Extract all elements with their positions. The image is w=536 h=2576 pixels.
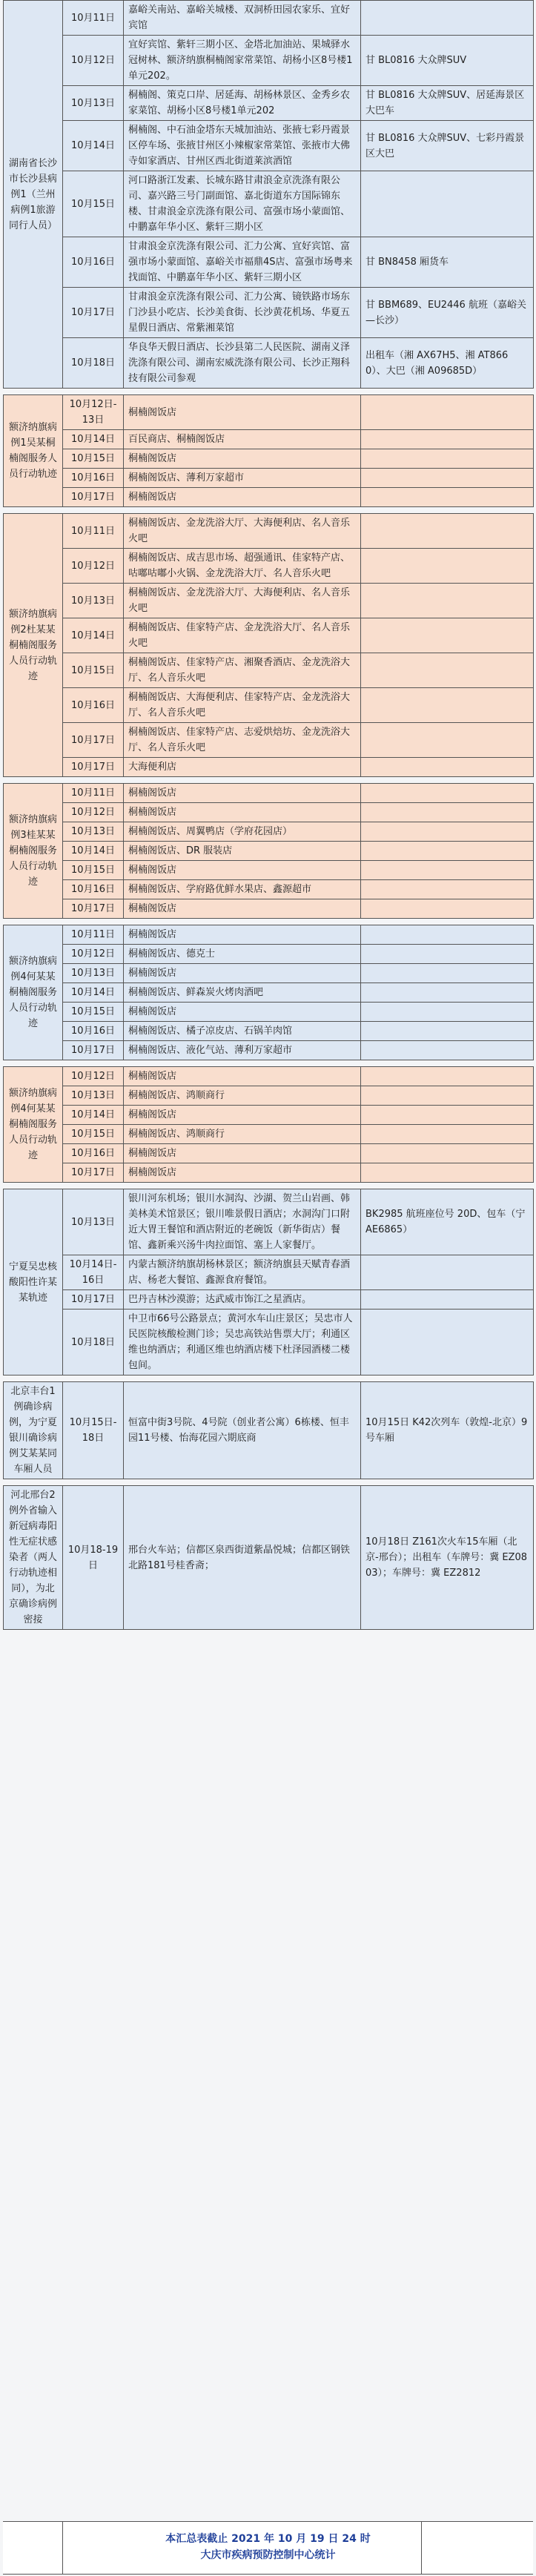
- group-separator-cell: [4, 777, 534, 784]
- table-row: [4, 1310, 534, 1375]
- transport-cell: [361, 880, 534, 899]
- date-cell: 10月13日: [63, 1189, 124, 1255]
- places-cell: 桐楠阁饭店: [124, 1003, 361, 1022]
- table-row: [4, 803, 534, 822]
- table-row: [4, 1003, 534, 1022]
- date-cell: 10月14日: [63, 842, 124, 861]
- transport-cell: [361, 945, 534, 964]
- date-cell: 10月11日: [63, 925, 124, 945]
- table-row: [4, 983, 534, 1003]
- places-cell: 银川河东机场；银川水洞沟、沙湖、贺兰山岩画、韩美林美术馆景区；银川唯景假日酒店；水洞沟门口附近大胃王餐馆和酒店附近的老碗饭（新华街店）餐馆、鑫新乘兴汤牛肉拉面馆、塞上人家餐厅。: [124, 1189, 361, 1255]
- group-separator: [4, 389, 534, 395]
- transport-cell: [361, 653, 534, 688]
- date-cell: 10月13日: [63, 822, 124, 842]
- date-cell: 10月16日: [63, 469, 124, 488]
- places-cell: 桐楠阁饭店、成吉思市场、超强通讯、佳家特产店、咕嘟咕嘟小火锅、金龙洗浴大厅、名人音乐火吧: [124, 549, 361, 584]
- places-cell: 桐楠阁饭店: [124, 1067, 361, 1086]
- places-cell: 桐楠阁饭店、DR 服装店: [124, 842, 361, 861]
- transport-cell: [361, 861, 534, 880]
- date-cell: 10月15日: [63, 861, 124, 880]
- places-cell: 桐楠阁饭店、德克士: [124, 945, 361, 964]
- case-person-cell: 北京丰台1例确诊病例，为宁夏银川确诊病例艾某某同车厢人员: [4, 1382, 63, 1479]
- date-cell: 10月15日: [63, 653, 124, 688]
- table-row: [4, 758, 534, 777]
- transport-cell: [361, 449, 534, 469]
- group-separator-cell: [4, 507, 534, 514]
- date-cell: 10月11日: [63, 784, 124, 803]
- group-separator-cell: [4, 919, 534, 925]
- table-row: [4, 1486, 534, 1630]
- date-cell: 10月13日: [63, 584, 124, 618]
- footer-source-note: 大庆市疾病预防控制中心统计: [200, 2549, 336, 2561]
- transport-cell: 甘 BBM689、EU2446 航班（嘉峪关—长沙）: [361, 288, 534, 338]
- places-cell: 桐楠阁饭店、大海便利店、佳家特产店、金龙洗浴大厅、名人音乐火吧: [124, 688, 361, 723]
- transport-cell: [361, 758, 534, 777]
- group-separator-cell: [4, 1375, 534, 1382]
- group-separator: [4, 507, 534, 514]
- table-row: [4, 36, 534, 86]
- transport-cell: [361, 1022, 534, 1041]
- footer-text: [3, 2531, 533, 2563]
- transport-cell: [361, 983, 534, 1003]
- case-person-cell: 湖南省长沙市长沙县病例1（兰州病例1旅游同行人员）: [4, 1, 63, 389]
- table-row: [4, 618, 534, 653]
- group-separator-cell: [4, 1060, 534, 1067]
- places-cell: 宜好宾馆、紫轩三期小区、金塔北加油站、果城驿水冠树林、额济纳旗桐楠阁家常菜馆、胡杨小区8号楼1单元202。: [124, 36, 361, 86]
- transport-cell: [361, 1003, 534, 1022]
- places-cell: 嘉峪关南站、嘉峪关城楼、双洞桥田园农家乐、宜好宾馆: [124, 1, 361, 36]
- case-person-cell: 宁夏吴忠核酸阳性许某某轨迹: [4, 1189, 63, 1375]
- places-cell: 桐楠阁饭店、金龙洗浴大厅、大海便利店、名人音乐火吧: [124, 584, 361, 618]
- table-row: [4, 1, 534, 36]
- places-cell: 桐楠阁饭店: [124, 861, 361, 880]
- transport-cell: [361, 1290, 534, 1310]
- itinerary-sheet: [3, 0, 533, 1630]
- places-cell: 百民商店、桐楠阁饭店: [124, 430, 361, 449]
- transport-cell: [361, 842, 534, 861]
- transport-cell: [361, 964, 534, 983]
- date-cell: 10月12日-13日: [63, 395, 124, 430]
- table-row: [4, 1106, 534, 1125]
- places-cell: 桐楠阁饭店、鲜森炭火烤肉酒吧: [124, 983, 361, 1003]
- date-cell: 10月12日: [63, 803, 124, 822]
- date-cell: 10月17日: [63, 488, 124, 507]
- transport-cell: [361, 1125, 534, 1144]
- date-cell: 10月14日: [63, 430, 124, 449]
- group-separator-cell: [4, 389, 534, 395]
- date-cell: 10月16日: [63, 880, 124, 899]
- transport-cell: [361, 1106, 534, 1125]
- table-row: [4, 1163, 534, 1183]
- table-row: [4, 1382, 534, 1479]
- transport-cell: [361, 1255, 534, 1290]
- places-cell: 桐楠阁饭店: [124, 899, 361, 919]
- places-cell: 桐楠阁饭店、佳家特产店、志爱烘焙坊、金龙洗浴大厅、名人音乐火吧: [124, 723, 361, 758]
- table-row: [4, 653, 534, 688]
- date-cell: 10月15日-18日: [63, 1382, 124, 1479]
- date-cell: 10月15日: [63, 171, 124, 237]
- table-row: [4, 449, 534, 469]
- table-row: [4, 1255, 534, 1290]
- places-cell: 中卫市66号公路景点；黄河水车山庄景区；吴忠市人民医院核酸检测门诊；吴忠高铁站售票大厅；利通区维也纳酒店；利通区维也纳酒店楼下杜泽园酒楼二楼包间。: [124, 1310, 361, 1375]
- table-row: [4, 338, 534, 389]
- transport-cell: [361, 899, 534, 919]
- table-row: [4, 1125, 534, 1144]
- table-row: [4, 514, 534, 549]
- date-cell: 10月18日: [63, 338, 124, 389]
- footer-cutoff-note: 本汇总表截止 2021 年 10 月 19 日 24 时: [165, 2533, 371, 2545]
- case-person-cell: 额济纳旗病例3桂某某桐楠阁服务人员行动轨迹: [4, 784, 63, 919]
- group-separator: [4, 777, 534, 784]
- date-cell: 10月17日: [63, 288, 124, 338]
- transport-cell: 甘 BL0816 大众牌SUV、居延海景区大巴车: [361, 86, 534, 121]
- transport-cell: [361, 784, 534, 803]
- transport-cell: [361, 1041, 534, 1060]
- group-separator: [4, 1479, 534, 1486]
- table-row: [4, 469, 534, 488]
- case-person-cell: 额济纳旗病例2杜某某桐楠阁服务人员行动轨迹: [4, 514, 63, 777]
- table-row: [4, 945, 534, 964]
- date-cell: 10月17日: [63, 723, 124, 758]
- date-cell: 10月17日: [63, 1163, 124, 1183]
- group-separator-cell: [4, 1479, 534, 1486]
- places-cell: 桐楠阁饭店、佳家特产店、金龙洗浴大厅、名人音乐火吧: [124, 618, 361, 653]
- table-row: [4, 288, 534, 338]
- transport-cell: [361, 1086, 534, 1106]
- transport-cell: [361, 430, 534, 449]
- date-cell: 10月16日: [63, 237, 124, 288]
- transport-cell: 甘 BL0816 大众牌SUV: [361, 36, 534, 86]
- places-cell: 巴丹吉林沙漠游；达武威市饰江之星酒店。: [124, 1290, 361, 1310]
- date-cell: 10月13日: [63, 86, 124, 121]
- date-cell: 10月14日: [63, 618, 124, 653]
- places-cell: 恒富中街3号院、4号院（创业者公寓）6栋楼、恒丰园11号楼、怡海花园六期底商: [124, 1382, 361, 1479]
- table-row: [4, 549, 534, 584]
- transport-cell: [361, 584, 534, 618]
- transport-cell: [361, 1067, 534, 1086]
- table-row: [4, 784, 534, 803]
- transport-cell: [361, 925, 534, 945]
- table-row: [4, 723, 534, 758]
- date-cell: 10月16日: [63, 688, 124, 723]
- table-row: [4, 1022, 534, 1041]
- places-cell: 桐楠阁饭店、鸿顺商行: [124, 1086, 361, 1106]
- date-cell: 10月18日: [63, 1310, 124, 1375]
- places-cell: 桐楠阁饭店: [124, 449, 361, 469]
- transport-cell: [361, 395, 534, 430]
- places-cell: 桐楠阁饭店、鸿顺商行: [124, 1125, 361, 1144]
- date-cell: 10月15日: [63, 1125, 124, 1144]
- transport-cell: [361, 1144, 534, 1163]
- case-person-cell: 额济纳旗病例1吴某桐楠阁服务人员行动轨迹: [4, 395, 63, 507]
- transport-cell: 10月15日 K42次列车（敦煌-北京）9号车厢: [361, 1382, 534, 1479]
- date-cell: 10月13日: [63, 964, 124, 983]
- date-cell: 10月17日: [63, 758, 124, 777]
- date-cell: 10月12日: [63, 549, 124, 584]
- table-row: [4, 430, 534, 449]
- table-row: [4, 822, 534, 842]
- case-person-cell: 额济纳旗病例4何某某桐楠阁服务人员行动轨迹: [4, 925, 63, 1060]
- date-cell: 10月12日: [63, 1067, 124, 1086]
- date-cell: 10月15日: [63, 1003, 124, 1022]
- date-cell: 10月15日: [63, 449, 124, 469]
- transport-cell: 甘 BN8458 厢货车: [361, 237, 534, 288]
- transport-cell: [361, 1, 534, 36]
- transport-cell: 10月18日 Z161次火车15车厢（北京-邢台）；出租车（车牌号：冀 EZ0803）；车牌号：冀 EZ2812: [361, 1486, 534, 1630]
- table-row: [4, 395, 534, 430]
- date-cell: 10月13日: [63, 1086, 124, 1106]
- places-cell: 桐楠阁饭店: [124, 1144, 361, 1163]
- places-cell: 桐楠阁饭店: [124, 488, 361, 507]
- table-row: [4, 1041, 534, 1060]
- group-separator: [4, 1183, 534, 1189]
- places-cell: 桐楠阁饭店、学府路优鲜水果店、鑫源超市: [124, 880, 361, 899]
- places-cell: 桐楠阁饭店、周翼鸭店（学府花园店）: [124, 822, 361, 842]
- table-row: [4, 880, 534, 899]
- transport-cell: [361, 469, 534, 488]
- table-row: [4, 964, 534, 983]
- group-separator: [4, 1060, 534, 1067]
- date-cell: 10月11日: [63, 514, 124, 549]
- table-row: [4, 1086, 534, 1106]
- table-row: [4, 688, 534, 723]
- date-cell: 10月17日: [63, 1290, 124, 1310]
- date-cell: 10月14日: [63, 1106, 124, 1125]
- places-cell: 桐楠阁饭店: [124, 784, 361, 803]
- transport-cell: [361, 514, 534, 549]
- date-cell: 10月18-19日: [63, 1486, 124, 1630]
- transport-cell: [361, 171, 534, 237]
- table-row: [4, 1067, 534, 1086]
- table-row: [4, 121, 534, 171]
- transport-cell: [361, 803, 534, 822]
- transport-cell: [361, 549, 534, 584]
- transport-cell: [361, 723, 534, 758]
- places-cell: 内蒙古额济纳旗胡杨林景区；额济纳旗县天赋青春酒店、杨老大餐馆、鑫源食府餐馆。: [124, 1255, 361, 1290]
- group-separator-cell: [4, 1183, 534, 1189]
- places-cell: 桐楠阁饭店、橘子凉皮店、石锅羊肉馆: [124, 1022, 361, 1041]
- date-cell: 10月12日: [63, 36, 124, 86]
- transport-cell: BK2985 航班座位号 20D、包车（宁 AE6865）: [361, 1189, 534, 1255]
- table-row: [4, 488, 534, 507]
- table-row: [4, 1189, 534, 1255]
- date-cell: 10月14日-16日: [63, 1255, 124, 1290]
- group-separator: [4, 1375, 534, 1382]
- transport-cell: [361, 1163, 534, 1183]
- itinerary-table: [3, 0, 534, 1630]
- date-cell: 10月16日: [63, 1144, 124, 1163]
- date-cell: 10月16日: [63, 1022, 124, 1041]
- places-cell: 桐楠阁饭店: [124, 964, 361, 983]
- table-row: [4, 861, 534, 880]
- table-row: [4, 925, 534, 945]
- places-cell: 桐楠阁饭店、薄利万家超市: [124, 469, 361, 488]
- case-person-cell: 河北邢台2例外省输入新冠病毒阳性无症状感染者（两人行动轨迹相同），为北京确诊病例密接: [4, 1486, 63, 1630]
- table-row: [4, 584, 534, 618]
- places-cell: 桐楠阁饭店、金龙洗浴大厅、大海便利店、名人音乐火吧: [124, 514, 361, 549]
- places-cell: 桐楠阁饭店: [124, 925, 361, 945]
- table-row: [4, 237, 534, 288]
- date-cell: 10月14日: [63, 121, 124, 171]
- transport-cell: [361, 822, 534, 842]
- places-cell: 大海便利店: [124, 758, 361, 777]
- group-separator: [4, 919, 534, 925]
- date-cell: 10月11日: [63, 1, 124, 36]
- date-cell: 10月14日: [63, 983, 124, 1003]
- transport-cell: [361, 688, 534, 723]
- places-cell: 桐楠阁饭店、液化气站、薄利万家超市: [124, 1041, 361, 1060]
- places-cell: 桐楠阁饭店: [124, 395, 361, 430]
- transport-cell: [361, 1310, 534, 1375]
- places-cell: 甘肃浪金京洗涤有限公司、汇力公寓、镜铁路市场东门沙县小吃店、长沙美食街、长沙黄花机场、华夏五星假日酒店、常紫湘菜馆: [124, 288, 361, 338]
- transport-cell: 甘 BL0816 大众牌SUV、七彩丹霞景区大巴: [361, 121, 534, 171]
- places-cell: 邢台火车站；信都区泉西街道紫晶悦城；信都区钢铁北路181号桂香斋；: [124, 1486, 361, 1630]
- table-row: [4, 899, 534, 919]
- table-row: [4, 842, 534, 861]
- places-cell: 桐楠阁、策克口岸、居延海、胡杨林景区、金秀乡农家菜馆、胡杨小区8号楼1单元202: [124, 86, 361, 121]
- places-cell: 桐楠阁饭店: [124, 1106, 361, 1125]
- transport-cell: [361, 618, 534, 653]
- transport-cell: 出租车（湘 AX67H5、湘 AT8660）、大巴（湘 A09685D）: [361, 338, 534, 389]
- places-cell: 华良华天假日酒店、长沙县第二人民医院、湖南义泽洗涤有限公司、湖南宏威洗涤有限公司、长沙正翔科技有限公司参观: [124, 338, 361, 389]
- table-row: [4, 1290, 534, 1310]
- case-person-cell: 额济纳旗病例4何某某桐楠阁服务人员行动轨迹: [4, 1067, 63, 1183]
- table-row: [4, 1144, 534, 1163]
- places-cell: 桐楠阁饭店、佳家特产店、湘聚香酒店、金龙洗浴大厅、名人音乐火吧: [124, 653, 361, 688]
- date-cell: 10月17日: [63, 899, 124, 919]
- table-row: [4, 86, 534, 121]
- places-cell: 桐楠阁饭店: [124, 1163, 361, 1183]
- table-row: [4, 171, 534, 237]
- places-cell: 桐楠阁饭店: [124, 803, 361, 822]
- summary-footer: [3, 2521, 533, 2575]
- transport-cell: [361, 488, 534, 507]
- date-cell: 10月12日: [63, 945, 124, 964]
- places-cell: 桐楠阁、中石油金塔东天城加油站、张掖七彩丹霞景区停车场、张掖甘州区小辣椒家常菜馆、张掖市大佛寺如家酒店、甘州区西北街道莱滨酒馆: [124, 121, 361, 171]
- places-cell: 河口路浙江发素、长城东路甘肃浪金京洗涤有限公司、嘉兴路三号门副面馆、嘉北街道东方国际锦东楼、甘肃浪金京洗涤有限公司、富强市场小蒙面馆、中鹏嘉年华小区、紫轩三期小区: [124, 171, 361, 237]
- places-cell: 甘肃浪金京洗涤有限公司、汇力公寓、宜好宾馆、富强市场小蒙面馆、嘉峪关市福鼎4S店、富强市场粤来找面馆、中鹏嘉年华小区、紫轩三期小区: [124, 237, 361, 288]
- date-cell: 10月17日: [63, 1041, 124, 1060]
